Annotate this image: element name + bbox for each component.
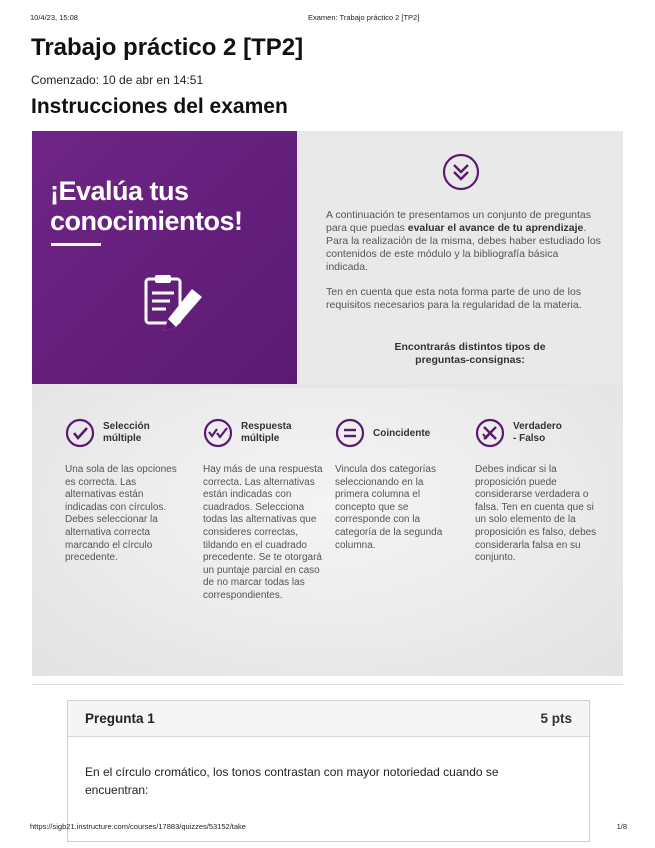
type-title xyxy=(241,421,292,445)
check-circle-icon xyxy=(65,418,95,448)
type-title-line-2: múltiple xyxy=(103,433,142,444)
type-title xyxy=(513,421,562,445)
question-card xyxy=(67,700,590,842)
type-title-line-1: Selección xyxy=(103,421,150,432)
started-timestamp: Comenzado: 10 de abr en 14:51 xyxy=(31,73,204,87)
print-doc-title: Examen: Trabajo práctico 2 [TP2] xyxy=(308,13,420,22)
type-title xyxy=(103,421,150,445)
type-description: Vincula dos categorías seleccionando en la primera columna el concepto que se corresponde con la categoría de la segunda columna. xyxy=(335,464,443,551)
hero-panel xyxy=(32,131,297,384)
page-title: Trabajo práctico 2 [TP2] xyxy=(31,34,304,61)
intro-paragraph-2: Ten en cuenta que esta nota forma parte de uno de los requisitos necesarios para la regularidad de la materia. xyxy=(326,286,582,311)
intro-bold: evaluar el avance de tu aprendizaje xyxy=(407,222,584,234)
type-title-line-1: Verdadero xyxy=(513,421,562,432)
true-false-circle-icon xyxy=(475,418,505,448)
hero-line-1: ¡Evalúa tus xyxy=(50,176,189,206)
intro-text xyxy=(326,209,601,324)
type-title-line-1: Respuesta xyxy=(241,421,292,432)
hero-line-2: conocimientos! xyxy=(50,206,243,236)
question-types-panel xyxy=(32,388,623,676)
double-check-circle-icon xyxy=(203,418,233,448)
type-description: Debes indicar si la proposición puede considerarse verdadera o falsa. Ten en cuenta que si un solo elemento de la proposición es falso, debes considerarla falsa en su conjunto. xyxy=(475,464,597,564)
print-datetime: 10/4/23, 15:08 xyxy=(30,13,78,22)
clipboard-pencil-icon xyxy=(140,271,210,335)
question-points: 5 pts xyxy=(540,711,572,726)
intro-part-b: . Para la realización de la misma, debes haber estudiado los contenidos de este módulo y la bibliografía básica indicada. xyxy=(326,222,601,273)
question-header xyxy=(68,701,589,737)
type-title-line-2: - Falso xyxy=(513,433,546,444)
type-description: Hay más de una respuesta correcta. Las alternativas están indicadas con cuadrados. Selecciona todas las alternativas que consideres correctas, tildando en el cuadrado precedente. Se te otorgará un puntaje parcial en caso de no marcar todas las correspondientes. xyxy=(203,464,323,601)
type-title xyxy=(373,428,430,440)
type-title-line-1: Coincidente xyxy=(373,428,431,439)
divider xyxy=(32,684,623,685)
hero-title xyxy=(50,176,243,236)
instructions-heading: Instrucciones del examen xyxy=(31,95,288,118)
question-text: En el círculo cromático, los tonos contrastan con mayor notoriedad cuando se encuentran: xyxy=(85,765,499,797)
hero-underline xyxy=(51,243,101,246)
question-types-heading: Encontrarás distintos tipos de preguntas-consignas: xyxy=(394,341,546,366)
type-description: Una sola de las opciones es correcta. Las alternativas están indicadas con círculos. Debes seleccionar la alternativa correcta marcando el círculo precedente. xyxy=(65,464,177,564)
equals-circle-icon xyxy=(335,418,365,448)
print-url: https://sigb21.instructure.com/courses/17883/quizzes/53152/take xyxy=(30,822,246,831)
type-title-line-2: múltiple xyxy=(241,433,280,444)
intro-panel xyxy=(300,131,623,384)
double-chevron-down-icon xyxy=(442,153,480,191)
intro-part-a: A continuación te presentamos un conjunto de preguntas para que puedas xyxy=(326,209,592,234)
print-page-number: 1/8 xyxy=(616,822,627,831)
instructions-banner xyxy=(32,131,623,676)
question-title: Pregunta 1 xyxy=(85,711,155,726)
